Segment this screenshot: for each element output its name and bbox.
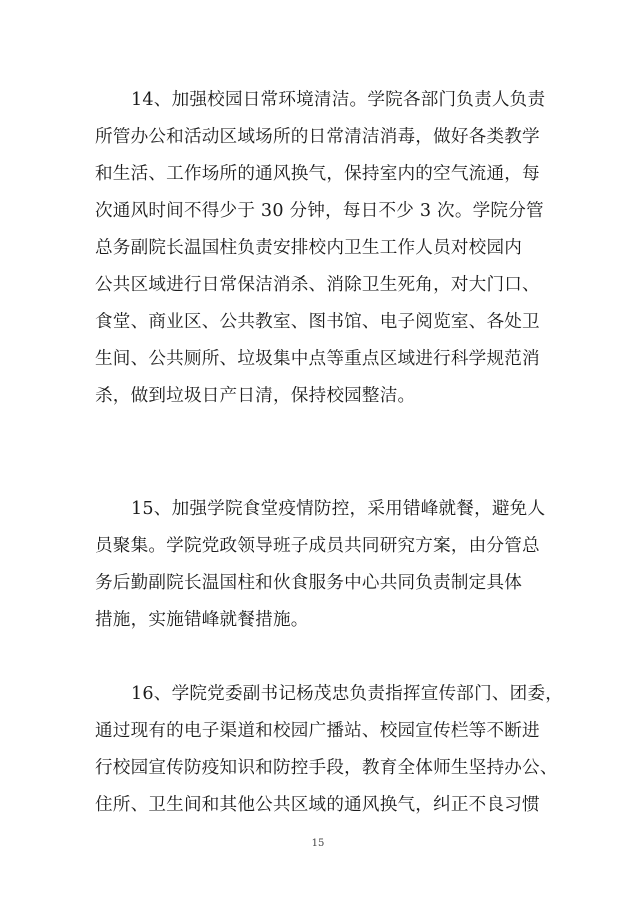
p16-line-3: 行校园宣传防疫知识和防控手段，教育全体师生坚持办公、 [95,758,558,778]
page-number: 15 [311,838,325,849]
p15-line-2: 员聚集。学院党政领导班子成员共同研究方案，由分管总 [95,536,540,556]
p14-line-1: 14、加强校园日常环境清洁。学院各部门负责人负责 [131,90,546,110]
p15-line-3: 务后勤副院长温国柱和伙食服务中心共同负责制定具体 [95,573,523,593]
p14-line-6: 公共区域进行日常保洁消杀、消除卫生死角，对大门口、 [95,275,540,295]
p16-line-1: 16、学院党委副书记杨茂忠负责指挥宣传部门、团委， [131,684,564,704]
responsibility-15 [131,646,169,668]
p15-line-1: 15、加强学院食堂疫情防控，采用错峰就餐，避免人 [131,499,546,519]
p14-line-2: 所管办公和活动区域场所的日常清洁消毒，做好各类教学 [95,127,540,147]
p15-line-4: 措施，实施错峰就餐措施。 [95,610,309,630]
p16-line-2: 通过现有的电子渠道和校园广播站、校园宣传栏等不断进 [95,721,540,741]
p16-line-4: 住所、卫生间和其他公共区域的通风换气，纠正不良习惯 [95,795,540,815]
p14-line-5: 总务副院长温国柱负责安排校内卫生工作人员对校园内 [95,238,523,258]
p14-line-9: 杀，做到垃圾日产日清，保持校园整洁。 [95,386,416,406]
p14-line-7: 食堂、商业区、公共教室、图书馆、电子阅览室、各处卫 [95,312,540,332]
p14-line-4: 次通风时间不得少于 30 分钟，每日不少 3 次。学院分管 [95,201,544,221]
p14-line-8: 生间、公共厕所、垃圾集中点等重点区域进行科学规范消 [95,349,540,369]
p14-line-3: 和生活、工作场所的通风换气，保持室内的空气流通，每 [95,164,540,184]
